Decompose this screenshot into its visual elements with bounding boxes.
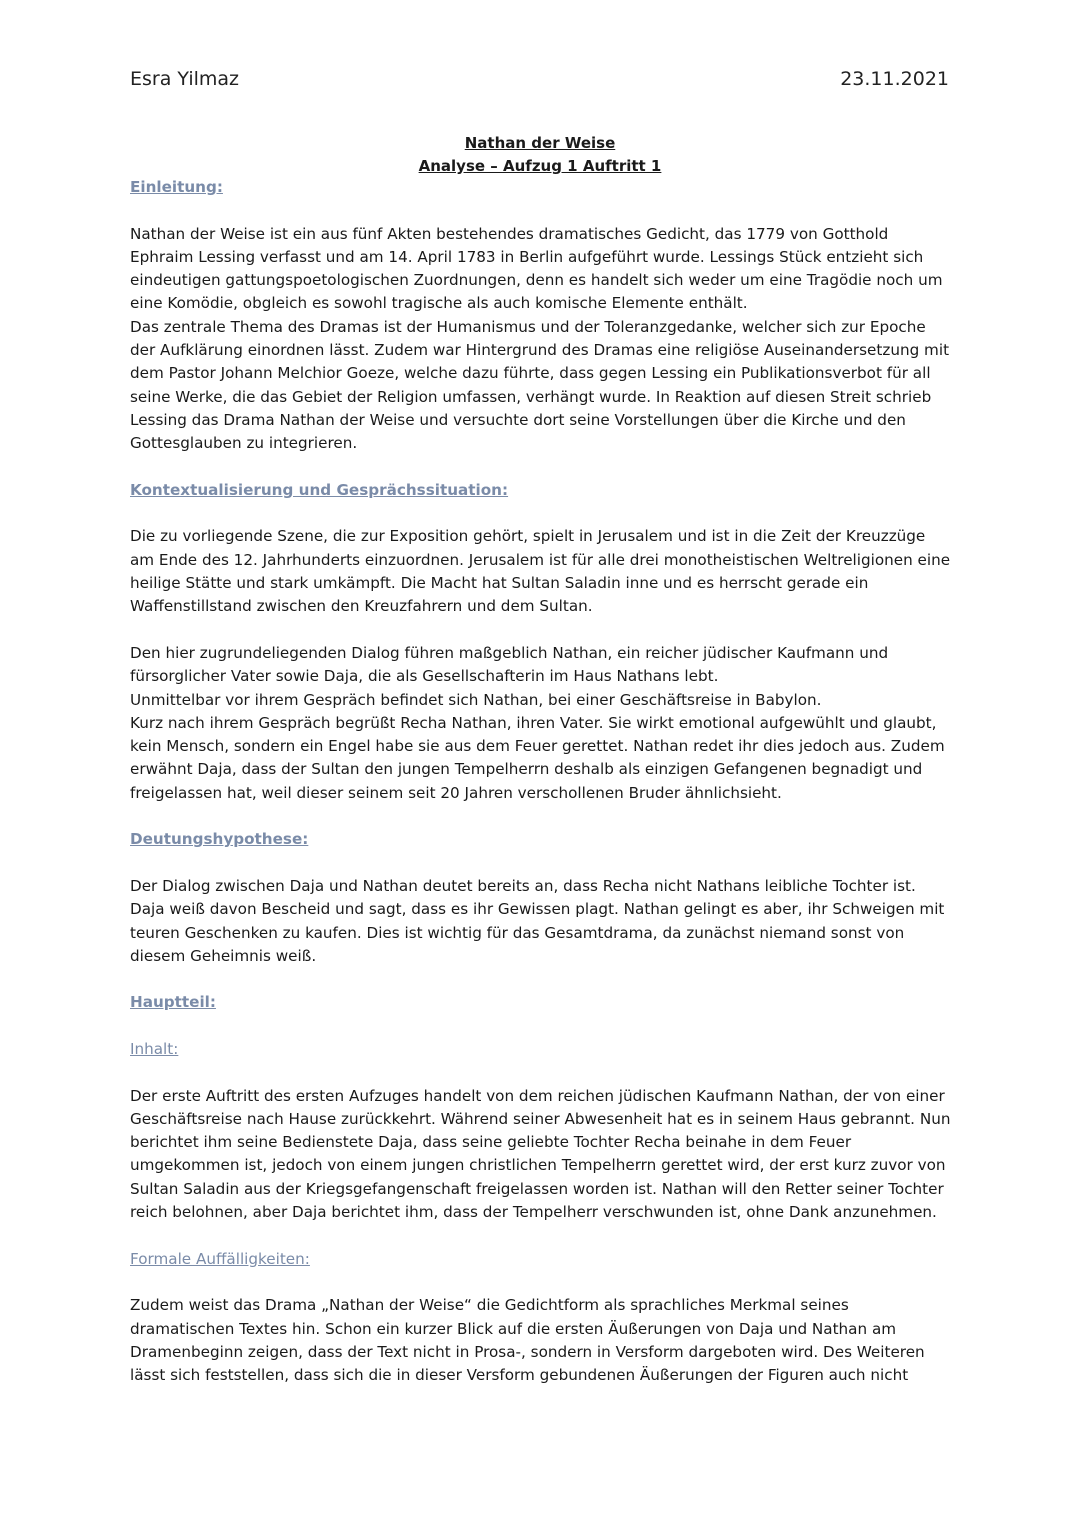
- paragraph-inhalt-1: Der erste Auftritt des ersten Aufzuges handelt von dem reichen jüdischen Kaufmann Nathan, der von einer Geschäftsreise nach Hause zurückkehrt. Während seiner Abwesenheit hat es in seinem Haus gebrannt. Nun berichtet ihm seine Bedienstete Daja, dass seine geliebte Tochter Recha beinahe in dem Feuer umgekommen ist, jedoch von einem jungen christlichen Tempelherrn gerettet wird, der erst kurz zuvor von Sultan Saladin aus der Kriegsgefangenschaft freigelassen worden ist. Nathan will den Retter seiner Tochter reich belohnen, aber Daja berichtet ihm, dass der Tempelherr verschwunden ist, ohne Dank anzunehmen.: [130, 1086, 951, 1222]
- paragraph-deutung-1: Der Dialog zwischen Daja und Nathan deutet bereits an, dass Recha nicht Nathans leibliche Tochter ist. Daja weiß davon Bescheid und sagt, dass es ihr Gewissen plagt. Nathan gelingt es aber, ihr Schweigen mit teuren Geschenken zu kaufen. Dies ist wichtig für das Gesamtdrama, da zunächst niemand sonst von diesem Geheimnis weiß.: [130, 876, 945, 965]
- heading-kontext: Kontextualisierung und Gesprächssituation:: [130, 480, 509, 499]
- document-title: [0, 132, 1080, 178]
- heading-inhalt: Inhalt:: [130, 1039, 179, 1058]
- paragraph-formal-1: Zudem weist das Drama „Nathan der Weise“ die Gedichtform als sprachliches Merkmal seines dramatischen Textes hin. Schon ein kurzer Blick auf die ersten Äußerungen von Daja und Nathan am Dramenbeginn zeigen, dass der Text nicht in Prosa-, sondern in Versform dargeboten wird. Des Weiteren lässt sich feststellen, dass sich die in dieser Versform gebundenen Äußerungen der Figuren auch nicht: [130, 1296, 925, 1385]
- paragraph-kontext-1: Die zu vorliegende Szene, die zur Exposition gehört, spielt in Jerusalem und ist in die Zeit der Kreuzzüge am Ende des 12. Jahrhunderts einzuordnen. Jerusalem ist für alle drei monotheistischen Weltreligionen eine heilige Stätte und stark umkämpft. Die Macht hat Sultan Saladin inne und es herrscht gerade ein Waffenstillstand zwischen den Kreuzfahrern und dem Sultan.: [130, 527, 951, 616]
- document-date: 23.11.2021: [840, 68, 949, 90]
- title-line-1: Nathan der Weise: [464, 134, 616, 152]
- heading-deutung: Deutungshypothese:: [130, 830, 309, 849]
- document-body: [130, 176, 953, 1387]
- heading-hauptteil: Hauptteil:: [130, 993, 216, 1012]
- paragraph-kontext-4: Kurz nach ihrem Gespräch begrüßt Recha Nathan, ihren Vater. Sie wirkt emotional aufgewühlt und glaubt, kein Mensch, sondern ein Engel habe sie aus dem Feuer gerettet. Nathan redet ihr dies jedoch aus. Zudem erwähnt Daja, dass der Sultan den jungen Tempelherrn deshalb als einzigen Gefangenen begnadigt und freigelassen hat, weil dieser seinem seit 20 Jahren verschollenen Bruder ähnlichsieht.: [130, 713, 945, 802]
- heading-formal: Formale Auffälligkeiten:: [130, 1249, 310, 1268]
- paragraph-kontext-3: Unmittelbar vor ihrem Gespräch befindet sich Nathan, bei einer Geschäftsreise in Babylon.: [130, 690, 822, 709]
- paragraph-einleitung-2: Das zentrale Thema des Dramas ist der Humanismus und der Toleranzgedanke, welcher sich zur Epoche der Aufklärung einordnen lässt. Zudem war Hintergrund des Dramas eine religiöse Auseinandersetzung mit dem Pastor Johann Melchior Goeze, welche dazu führte, dass gegen Lessing ein Publikationsverbot für all seine Werke, die das Gebiet der Religion umfassen, verhängt wurde. In Reaktion auf diesen Streit schrieb Lessing das Drama Nathan der Weise und versuchte dort seine Vorstellungen über die Kirche und den Gottesglauben zu integrieren.: [130, 317, 950, 453]
- title-line-2: Analyse – Aufzug 1 Auftritt 1: [418, 157, 662, 175]
- paragraph-einleitung-1: Nathan der Weise ist ein aus fünf Akten bestehendes dramatisches Gedicht, das 1779 von Gotthold Ephraim Lessing verfasst und am 14. April 1783 in Berlin aufgeführt wurde. Lessings Stück entzieht sich eindeutigen gattungspoetologischen Zuordnungen, denn es handelt sich weder um eine Tragödie noch um eine Komödie, obgleich es sowohl tragische als auch komische Elemente enthält.: [130, 224, 943, 313]
- author-name: Esra Yilmaz: [130, 68, 240, 90]
- heading-einleitung: Einleitung:: [130, 178, 223, 196]
- paragraph-kontext-2: Den hier zugrundeliegenden Dialog führen maßgeblich Nathan, ein reicher jüdischer Kaufmann und fürsorglicher Vater sowie Daja, die als Gesellschafterin im Haus Nathans lebt.: [130, 643, 889, 686]
